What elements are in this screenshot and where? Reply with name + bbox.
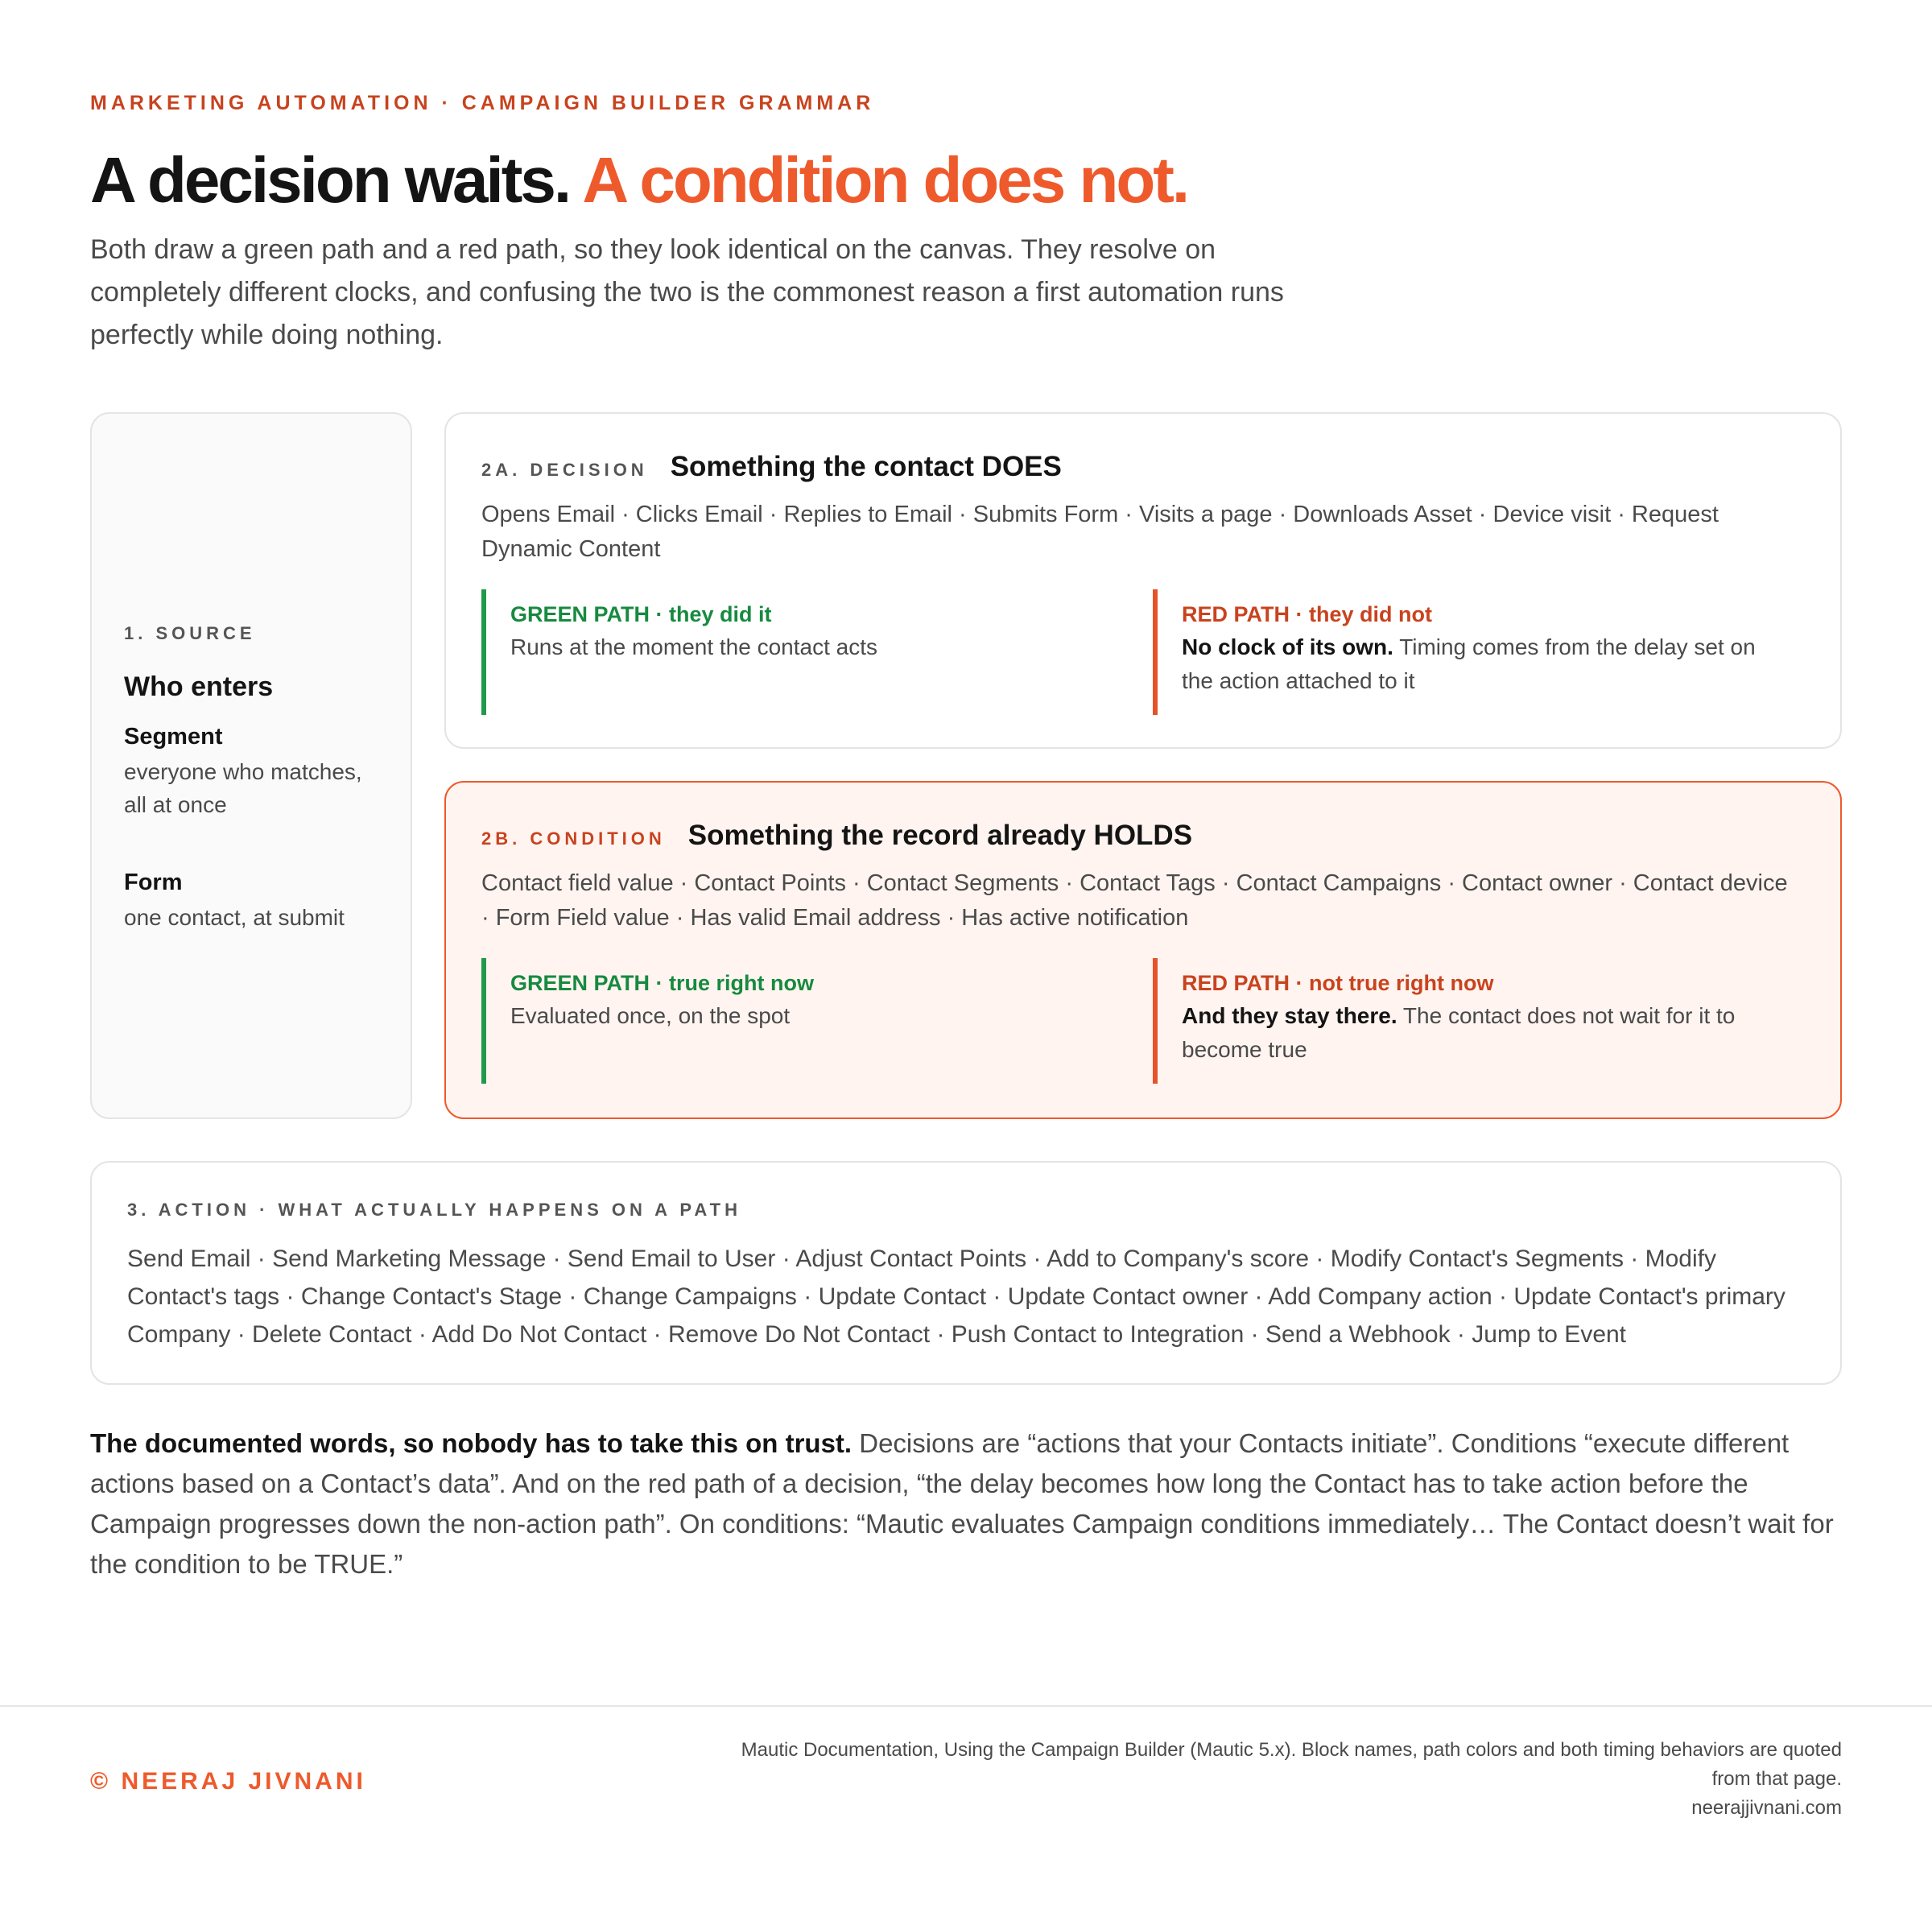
decision-red-lead: No clock of its own. [1182, 634, 1393, 659]
decision-green-path [481, 589, 1109, 715]
condition-card [444, 781, 1842, 1119]
source-title: Who enters [124, 671, 274, 702]
condition-kicker: 2B. CONDITION [481, 828, 666, 849]
action-list: Send Email · Send Marketing Message · Send Email to User · Adjust Contact Points · Add to Company's score · Modify Contact's Segments · Modify Contact's tags · Change Contact's Stage · Change Campaigns · Update Contact · Update Contact owner · Add Company action · Update Contact's primary Company · Delete Contact · Add Do Not Contact · Remove Do Not Contact · Push Contact to Integration · Send a Webhook · Jump to Event [127, 1246, 1785, 1348]
documentation-quote [90, 1423, 1845, 1584]
source-item-form-name: Form [124, 870, 183, 895]
source-kicker: 1. SOURCE [124, 623, 256, 643]
decision-list: Opens Email · Clicks Email · Replies to Email · Submits Form · Visits a page · Downloads Asset · Device visit · Request Dynamic Content [481, 502, 1719, 562]
quote-lead: The documented words, so nobody has to take this on trust. [90, 1428, 852, 1458]
decision-card [444, 412, 1842, 749]
quote-body: Decisions are “actions that your Contacts initiate”. Conditions “execute different actions based on a Contact’s data”. And on the red path of a decision, “the delay becomes how long the Contact has to take action before the Campaign progresses down the non-action path”. On conditions: “Mautic evaluates Campaign conditions immediately… The Contact doesn’t wait for the condition to be TRUE.” [90, 1428, 1834, 1579]
source-note [715, 1736, 1842, 1823]
copyright: © NEERAJ JIVNANI [90, 1768, 366, 1795]
action-card [90, 1161, 1842, 1385]
condition-list: Contact field value · Contact Points · Contact Segments · Contact Tags · Contact Campaigns · Contact owner · Contact device · Form Field value · Has valid Email address · Has active notification [481, 870, 1788, 931]
decision-red-label: RED PATH · they did not [1182, 602, 1432, 626]
headline-dark: A decision waits. [90, 144, 583, 216]
decision-header [481, 451, 1062, 483]
decision-red-body: Timing comes from the delay set on the action attached to it [1182, 634, 1756, 693]
decision-green-text: Runs at the moment the contact acts [510, 634, 878, 659]
source-item-form-desc: one contact, at submit [124, 905, 345, 930]
condition-green-path [481, 958, 1109, 1084]
action-kicker: 3. ACTION · WHAT ACTUALLY HAPPENS ON A PATH [127, 1200, 741, 1220]
headline-accent: A condition does not. [582, 144, 1188, 216]
source-citation: Mautic Documentation, Using the Campaign Builder (Mautic 5.x). Block names, path colors and both timing behaviors are quoted from that page. [741, 1739, 1842, 1790]
condition-title: Something the record already HOLDS [687, 820, 1193, 851]
source-card [90, 412, 412, 1119]
source-content [124, 623, 390, 934]
source-item-segment-name: Segment [124, 724, 223, 750]
decision-kicker: 2A. DECISION [481, 460, 648, 480]
condition-red-lead: And they stay there. [1182, 1003, 1397, 1028]
page-title [90, 138, 1861, 222]
decision-title: Something the contact DOES [670, 451, 1062, 482]
condition-green-text: Evaluated once, on the spot [510, 1003, 791, 1028]
condition-red-path [1153, 958, 1781, 1084]
condition-red-body: The contact does not wait for it to become true [1182, 1003, 1736, 1062]
website-link[interactable]: neerajjivnani.com [1691, 1797, 1842, 1819]
decision-green-label: GREEN PATH · they did it [510, 602, 772, 626]
source-item-segment-desc: everyone who matches, all at once [124, 759, 362, 817]
decision-red-path [1153, 589, 1781, 715]
condition-header [481, 820, 1192, 852]
condition-red-text [1182, 999, 1781, 1067]
footer-divider [0, 1705, 1932, 1707]
eyebrow: MARKETING AUTOMATION · CAMPAIGN BUILDER GRAMMAR [90, 92, 875, 114]
condition-red-label: RED PATH · not true right now [1182, 971, 1494, 995]
intro-paragraph: Both draw a green path and a red path, so they look identical on the canvas. They resolve on completely different clocks, and confusing the two is the commonest reason a first automation runs perfectly while doing nothing. [90, 234, 1284, 350]
decision-red-text [1182, 630, 1781, 698]
condition-green-label: GREEN PATH · true right now [510, 971, 814, 995]
